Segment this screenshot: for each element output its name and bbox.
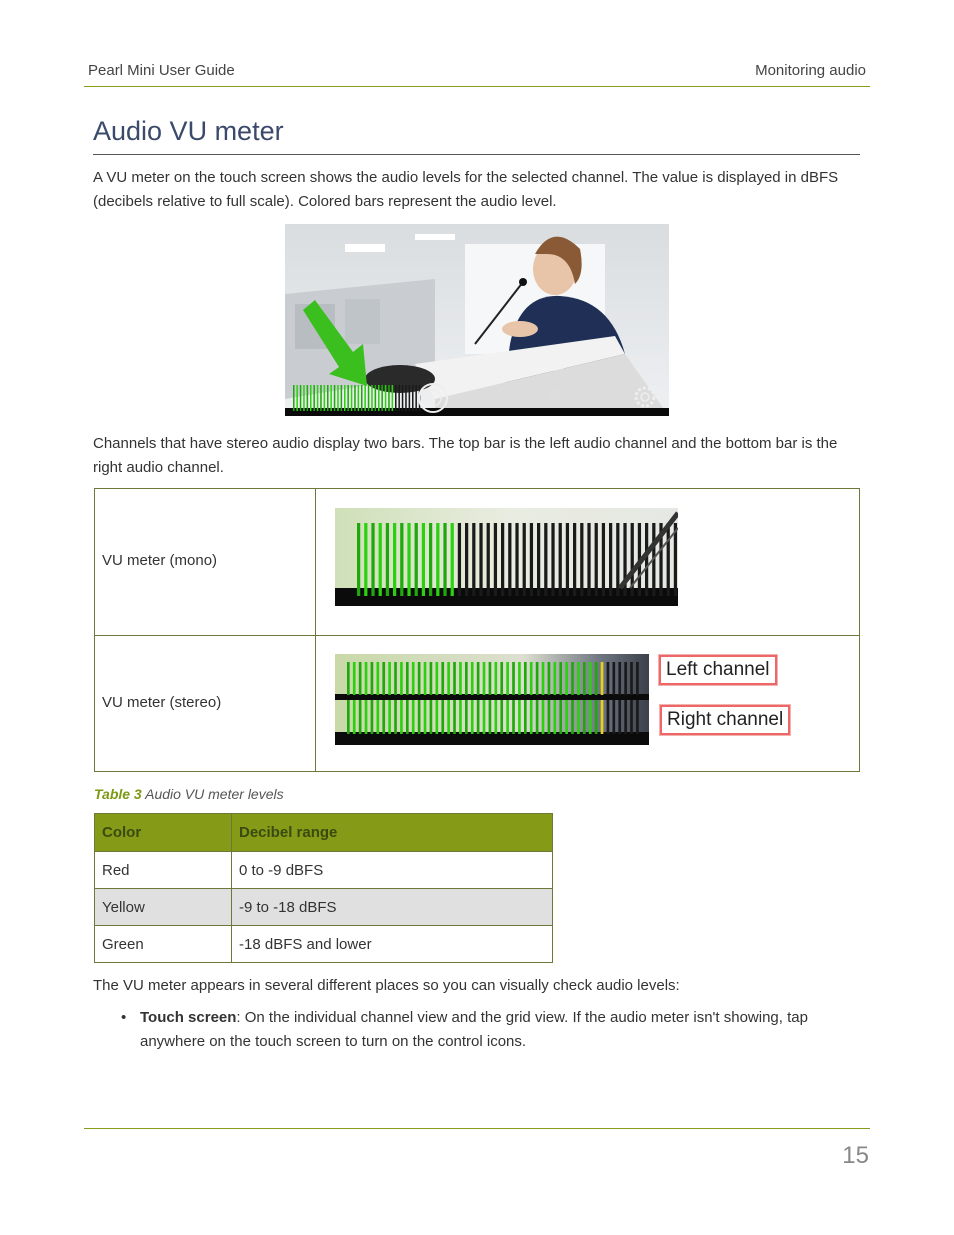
vu-bar	[530, 523, 533, 596]
vu-bar	[385, 385, 387, 411]
vu-bar	[378, 385, 380, 411]
vu-bar	[565, 700, 568, 734]
title-rule	[93, 154, 860, 155]
vu-bar	[515, 523, 518, 596]
vu-bar	[409, 385, 411, 411]
vu-bar	[530, 700, 533, 734]
vu-bar	[458, 523, 461, 596]
vu-bar	[566, 523, 569, 596]
vu-bar	[337, 385, 339, 411]
vu-bar	[412, 662, 415, 695]
vu-bar	[313, 385, 315, 411]
vu-bar	[506, 700, 509, 734]
vu-bar	[530, 662, 533, 695]
vu-bar	[595, 523, 598, 596]
vu-bar	[613, 700, 616, 734]
vu-label-mono: VU meter (mono)	[102, 552, 218, 569]
vu-bar	[317, 385, 319, 411]
vu-bar	[364, 523, 367, 596]
vu-bar	[357, 523, 360, 596]
vu-bar	[300, 385, 302, 411]
vu-bar	[489, 700, 492, 734]
vu-bar	[601, 700, 604, 734]
table-row	[95, 889, 553, 926]
bullet-dot: •	[121, 1009, 127, 1026]
vu-bar	[583, 662, 586, 695]
vu-bar	[406, 662, 409, 695]
vu-bar	[636, 662, 639, 695]
table-caption-text: Audio VU meter levels	[145, 786, 284, 802]
table-caption	[94, 786, 284, 802]
vu-bar	[330, 385, 332, 411]
vu-bar	[459, 700, 462, 734]
vu-bar	[430, 662, 433, 695]
vu-bar	[630, 662, 633, 695]
vu-bar	[412, 385, 414, 411]
vu-bar	[542, 700, 545, 734]
vu-bar	[573, 523, 576, 596]
vu-bar	[293, 385, 295, 411]
vu-bar	[645, 523, 648, 596]
vu-bar	[571, 662, 574, 695]
vu-bar	[377, 662, 380, 695]
vu-bar	[518, 662, 521, 695]
vu-bar	[447, 662, 450, 695]
left-channel-label: Left channel	[659, 655, 777, 685]
vu-bar	[347, 385, 349, 411]
vu-bar	[523, 523, 526, 596]
vu-bar	[364, 385, 366, 411]
vu-bar	[489, 662, 492, 695]
vu-bar	[394, 700, 397, 734]
vu-bar	[447, 700, 450, 734]
vu-bar	[512, 700, 515, 734]
vu-bar	[544, 523, 547, 596]
vu-bar	[443, 523, 446, 596]
vu-bar	[441, 662, 444, 695]
vu-bar	[327, 385, 329, 411]
vu-bar	[415, 385, 417, 411]
vu-bar	[536, 700, 539, 734]
vu-bar	[324, 385, 326, 411]
page-number: 15	[842, 1142, 869, 1169]
header-color: Color	[95, 814, 232, 852]
vu-bar	[395, 385, 397, 411]
vu-meter-table	[94, 488, 860, 772]
vu-bar	[524, 700, 527, 734]
bullet-description: : On the individual channel view and the grid view. If the audio meter isn't showing, tap anywhere on the touch screen to turn on the control icons.	[140, 1009, 808, 1050]
vu-bar	[398, 385, 400, 411]
vu-bar	[353, 700, 356, 734]
vu-bar	[495, 700, 498, 734]
vu-bar	[479, 523, 482, 596]
vu-bar	[379, 523, 382, 596]
vu-bar	[441, 700, 444, 734]
vu-bar	[368, 385, 370, 411]
vu-bar	[451, 523, 454, 596]
vu-bar	[296, 385, 298, 411]
vu-bar	[613, 662, 616, 695]
vu-bar	[382, 662, 385, 695]
vu-bar	[365, 700, 368, 734]
vu-bar	[609, 523, 612, 596]
vu-bar	[508, 523, 511, 596]
vu-bar	[548, 662, 551, 695]
cell-color: Yellow	[95, 889, 232, 926]
cell-color: Green	[95, 926, 232, 963]
section-title: Audio VU meter	[93, 116, 284, 146]
vu-bar	[554, 700, 557, 734]
vu-bar	[465, 700, 468, 734]
vu-bar	[393, 523, 396, 596]
vu-bar	[667, 523, 670, 596]
vu-bar	[334, 385, 336, 411]
bullet-touch-screen	[140, 1006, 860, 1054]
vu-bar	[565, 662, 568, 695]
vu-bar	[471, 700, 474, 734]
footer-rule	[84, 1128, 870, 1129]
stereo-paragraph: Channels that have stereo audio display two bars. The top bar is the left audio channel and the bottom bar is the right audio channel.	[93, 435, 838, 476]
vu-bar	[412, 700, 415, 734]
vu-bar	[483, 700, 486, 734]
vu-bar	[344, 385, 346, 411]
vu-bar	[361, 385, 363, 411]
vu-bar	[358, 385, 360, 411]
vu-bar	[630, 700, 633, 734]
vu-bar	[616, 523, 619, 596]
vu-bar	[607, 700, 610, 734]
touch-screen-photo	[285, 224, 669, 416]
vu-bar	[386, 523, 389, 596]
vu-bar	[436, 700, 439, 734]
vu-bar	[500, 662, 503, 695]
vu-bar	[359, 700, 362, 734]
vu-bar	[436, 523, 439, 596]
vu-bar	[542, 662, 545, 695]
vu-bar	[371, 385, 373, 411]
vu-bar	[453, 662, 456, 695]
vu-bar	[353, 662, 356, 695]
vu-bar	[377, 700, 380, 734]
vu-bar	[392, 385, 394, 411]
vu-bar	[536, 662, 539, 695]
vu-meter-mono-image	[335, 508, 678, 606]
vu-bar	[537, 523, 540, 596]
vu-bar	[602, 523, 605, 596]
vu-bar	[580, 523, 583, 596]
vu-bar	[483, 662, 486, 695]
vu-bar	[524, 662, 527, 695]
vu-bar	[559, 523, 562, 596]
vu-bar	[375, 385, 377, 411]
cell-color: Red	[95, 852, 232, 889]
vu-bar	[430, 700, 433, 734]
vu-bar	[407, 523, 410, 596]
header-rule	[84, 86, 870, 87]
cell-range: -9 to -18 dBFS	[232, 889, 553, 926]
vu-bar	[554, 662, 557, 695]
vu-bar	[559, 700, 562, 734]
vu-bar	[471, 662, 474, 695]
vu-bar	[371, 700, 374, 734]
vu-row-mono	[95, 489, 859, 636]
table-row	[95, 852, 553, 889]
vu-bar	[381, 385, 383, 411]
vu-bar	[595, 700, 598, 734]
vu-bar	[365, 662, 368, 695]
vu-bar	[310, 385, 312, 411]
vu-bar	[436, 662, 439, 695]
vu-bar	[320, 385, 322, 411]
vu-bar	[406, 700, 409, 734]
vu-bar	[422, 523, 425, 596]
vu-bar	[382, 700, 385, 734]
vu-bar	[472, 523, 475, 596]
vu-bar	[418, 662, 421, 695]
vu-bar	[512, 662, 515, 695]
vu-bar	[487, 523, 490, 596]
vu-bar	[465, 662, 468, 695]
vu-bar	[354, 385, 356, 411]
vu-bar	[400, 662, 403, 695]
vu-bar	[577, 700, 580, 734]
decibel-levels-table	[94, 813, 553, 963]
vu-bar	[506, 662, 509, 695]
vu-bar	[459, 662, 462, 695]
vu-bar	[424, 662, 427, 695]
vu-bar	[359, 662, 362, 695]
vu-bar	[501, 523, 504, 596]
vu-bar	[477, 662, 480, 695]
places-paragraph: The VU meter appears in several different places so you can visually check audio levels:	[93, 977, 680, 994]
vu-bar	[477, 700, 480, 734]
right-channel-label: Right channel	[660, 705, 790, 735]
vu-bar	[453, 700, 456, 734]
vu-bar	[636, 700, 639, 734]
vu-bar	[347, 662, 350, 695]
vu-bar	[424, 700, 427, 734]
cell-range: 0 to -9 dBFS	[232, 852, 553, 889]
vu-bar	[494, 523, 497, 596]
running-header-left: Pearl Mini User Guide	[88, 62, 235, 79]
vu-bar	[589, 662, 592, 695]
bullet-term: Touch screen	[140, 1009, 237, 1026]
vu-bar	[500, 700, 503, 734]
vu-row-stereo	[95, 636, 859, 771]
vu-bar	[587, 523, 590, 596]
vu-bar	[559, 662, 562, 695]
vu-bar	[495, 662, 498, 695]
vu-bar	[518, 700, 521, 734]
vu-label-stereo: VU meter (stereo)	[102, 694, 222, 711]
vu-bar	[347, 700, 350, 734]
vu-meter-stereo-image	[335, 654, 649, 745]
vu-bar	[589, 700, 592, 734]
vu-bar	[402, 385, 404, 411]
vu-bar	[303, 385, 305, 411]
vu-bar	[400, 700, 403, 734]
vu-bar	[601, 662, 604, 695]
header-decibel-range: Decibel range	[232, 814, 553, 852]
vu-bar	[429, 523, 432, 596]
vu-bar	[388, 385, 390, 411]
vu-bar	[400, 523, 403, 596]
vu-bar	[618, 662, 621, 695]
vu-bar	[371, 662, 374, 695]
vu-bar	[341, 385, 343, 411]
vu-bar	[388, 662, 391, 695]
vu-bar	[418, 700, 421, 734]
vu-bar	[624, 700, 627, 734]
vu-bar	[465, 523, 468, 596]
vu-bar	[583, 700, 586, 734]
table-row	[95, 926, 553, 963]
vu-bar	[548, 700, 551, 734]
vu-bar	[388, 700, 391, 734]
vu-bar	[624, 662, 627, 695]
vu-bar	[571, 700, 574, 734]
levels-table-header	[95, 814, 553, 852]
vu-bar	[307, 385, 309, 411]
vu-bar	[371, 523, 374, 596]
vu-bar	[595, 662, 598, 695]
vu-bar	[405, 385, 407, 411]
vu-bar	[618, 700, 621, 734]
intro-paragraph: A VU meter on the touch screen shows the audio levels for the selected channel. The value is displayed in dBFS (decibels relative to full scale). Colored bars represent the audio level.	[93, 169, 839, 210]
running-header-right: Monitoring audio	[755, 62, 866, 79]
vu-bar	[577, 662, 580, 695]
cell-range: -18 dBFS and lower	[232, 926, 553, 963]
vu-bar	[415, 523, 418, 596]
table-caption-number: Table 3	[94, 786, 142, 802]
vu-bar	[351, 385, 353, 411]
vu-bar	[607, 662, 610, 695]
vu-bar	[551, 523, 554, 596]
vu-bar	[394, 662, 397, 695]
